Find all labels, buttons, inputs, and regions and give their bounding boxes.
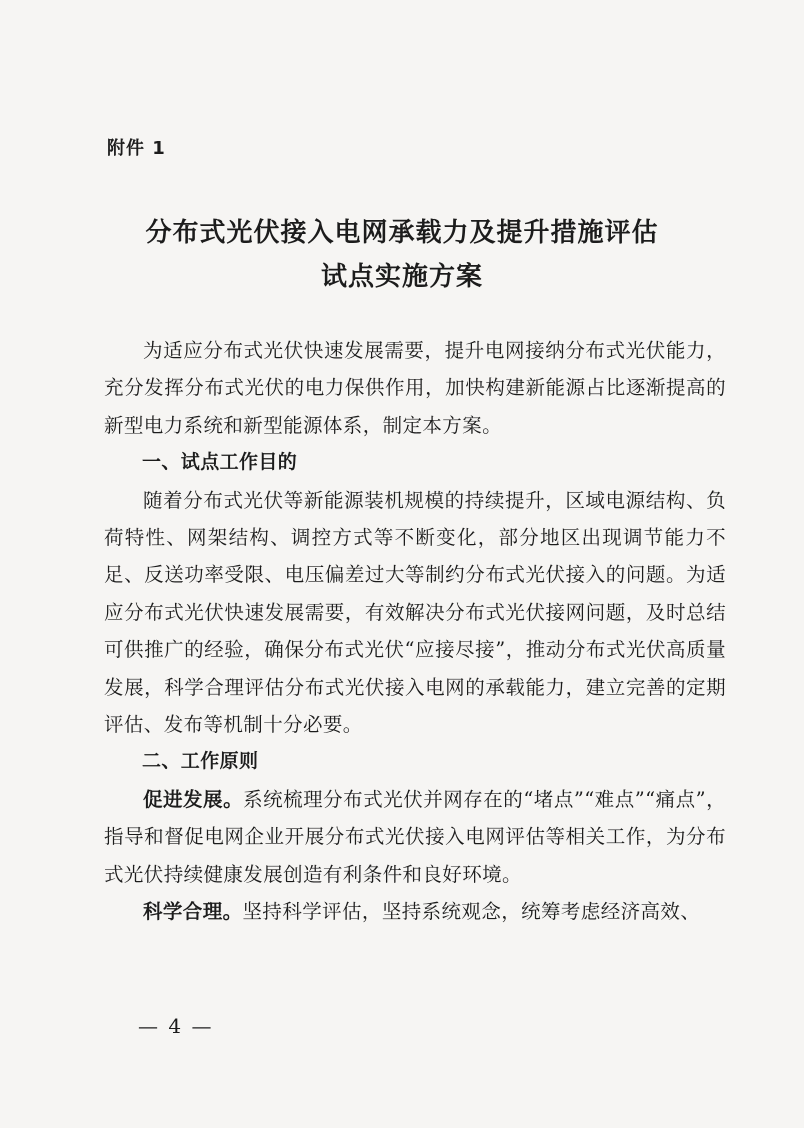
section-2-heading: 二、工作原则: [142, 750, 259, 773]
attachment-label: 附件 1: [107, 138, 166, 159]
principle-1-text: 系统梳理分布式光伏并网存在的“堵点”“难点”“痛点”，指导和督促电网企业开展分布式光伏接入电网评估等相关工作，为分布式光伏持续健康发展创造有利条件和良好环境。: [104, 787, 726, 886]
document-title-line-2: 试点实施方案: [320, 262, 483, 292]
section-1-heading: 一、试点工作目的: [142, 451, 298, 474]
intro-paragraph: 为适应分布式光伏快速发展需要，提升电网接纳分布式光伏能力，充分发挥分布式光伏的电力保供作用，加快构建新能源占比逐渐提高的新型电力系统和新型能源体系，制定本方案。: [104, 339, 726, 437]
principle-2-paragraph: [104, 893, 726, 930]
document-title-line-1: 分布式光伏接入电网承载力及提升措施评估: [145, 218, 659, 248]
principle-1-paragraph: [104, 781, 726, 893]
principle-2-lead: 科学合理。: [143, 900, 243, 924]
principle-1-lead: 促进发展。: [143, 787, 244, 811]
section-1-paragraph: 随着分布式光伏等新能源装机规模的持续提升，区域电源结构、负荷特性、网架结构、调控方式等不断变化，部分地区出现调节能力不足、反送功率受限、电压偏差过大等制约分布式光伏接入的问题。为适应分布式光伏快速发展需要，有效解决分布式光伏接网问题，及时总结可供推广的经验，确保分布式光伏“应接尽接”，推动分布式光伏高质量发展，科学合理评估分布式光伏接入电网的承载能力，建立完善的定期评估、发布等机制十分必要。: [104, 488, 726, 737]
page-number: — 4 —: [138, 1014, 214, 1038]
principle-2-text: 坚持科学评估，坚持系统观念，统筹考虑经济高效、: [242, 900, 701, 924]
document-body: [104, 332, 726, 931]
